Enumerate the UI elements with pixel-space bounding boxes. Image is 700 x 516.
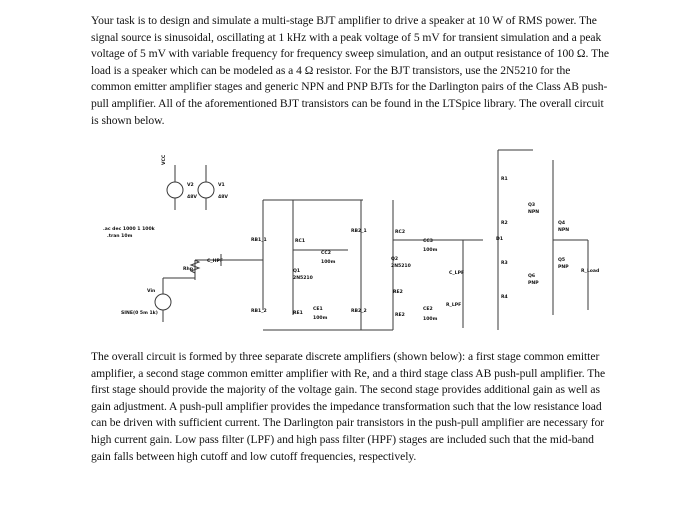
svg-text:100m: 100m	[321, 260, 336, 265]
svg-text:Q5: Q5	[558, 258, 566, 263]
circuit-schematic	[103, 140, 611, 340]
svg-text:100m: 100m	[423, 317, 438, 322]
svg-text:100m: 100m	[313, 316, 328, 321]
svg-text:R2: R2	[501, 221, 508, 226]
sim-directive-tran: .tran 10m	[107, 234, 133, 239]
svg-text:RB2_2: RB2_2	[351, 309, 367, 314]
svg-text:RB2_1: RB2_1	[351, 229, 367, 234]
svg-text:RE2: RE2	[393, 290, 403, 295]
svg-text:NPN: NPN	[528, 210, 540, 215]
stage1-common-emitter	[243, 200, 393, 330]
svg-text:R1: R1	[501, 177, 508, 182]
svg-text:Rhp: Rhp	[183, 267, 194, 272]
svg-text:RE1: RE1	[293, 311, 303, 316]
svg-text:PNP: PNP	[528, 281, 539, 286]
supply-v2	[161, 154, 197, 210]
svg-text:CC3: CC3	[423, 239, 433, 244]
svg-text:Q2: Q2	[391, 257, 399, 262]
svg-text:48V: 48V	[218, 195, 228, 200]
svg-text:RE2: RE2	[395, 313, 405, 318]
svg-text:R_LPF: R_LPF	[446, 303, 462, 308]
svg-text:VCC: VCC	[162, 154, 167, 165]
svg-text:CE1: CE1	[313, 307, 323, 312]
svg-text:D1: D1	[496, 237, 504, 242]
svg-text:Q1: Q1	[293, 269, 301, 274]
svg-text:Q3: Q3	[528, 203, 536, 208]
svg-text:RB1_1: RB1_1	[251, 238, 267, 243]
body-paragraph: The overall circuit is formed by three separate discrete amplifiers (shown below): a first stage common emitter amplifier, a second stage common emitter amplifier with Re, and a third stage class AB push-pull amplifier. The first stage should provide the majority of the voltage gain. The second stage provides additional gain as well as gain adjustment. A push-pull amplifier provides the impedance transformation such that the low resistance load can be driven with sufficient current. The Darlington pair transistors in the push-pull amplifier are necessary for high current gain. Low pass filter (LPF) and high pass filter (HPF) stages are included such that the mid-band gain falls between high cutoff and low cutoff frequencies, respectively.	[91, 350, 606, 463]
svg-text:V2: V2	[187, 183, 194, 188]
svg-text:Q4: Q4	[558, 221, 566, 226]
svg-text:PNP: PNP	[558, 265, 569, 270]
coupling-cc3	[393, 238, 483, 253]
stage3-push-pull	[496, 150, 599, 330]
svg-text:V1: V1	[218, 183, 225, 188]
intro-paragraph: Your task is to design and simulate a multi-stage BJT amplifier to drive a speaker at 10 W of RMS power. The signal source is sinusoidal, oscillating at 1 kHz with a peak voltage of 5 mV for transient simulation and a peak voltage of 5 mV with variable frequency for frequency sweep simulation, and an output resistance of 100 Ω. The load is a speaker which can be modeled as a 4 Ω resistor. For the BJT transistors, use the 2N5210 for the common emitter amplifier stages and generic NPN and PNP BJTs for the Darlington pairs of the Class AB push-pull amplifier. All of the aforementioned BJT transistors can be found in the LTSpice library. The overall circuit is shown below.	[91, 14, 610, 127]
svg-text:RB1_2: RB1_2	[251, 309, 267, 314]
svg-text:CE2: CE2	[423, 307, 433, 312]
svg-text:RC1: RC1	[295, 239, 306, 244]
supply-v1	[198, 165, 228, 210]
svg-text:Vin: Vin	[147, 289, 156, 294]
svg-text:2N5210: 2N5210	[391, 264, 411, 269]
svg-text:NPN: NPN	[558, 228, 570, 233]
hpf-stage	[183, 254, 243, 280]
svg-text:48V: 48V	[187, 195, 197, 200]
svg-text:CC2: CC2	[321, 251, 331, 256]
svg-text:R3: R3	[501, 261, 508, 266]
svg-text:RC2: RC2	[395, 230, 406, 235]
stage2-common-emitter	[351, 200, 438, 330]
svg-text:Q6: Q6	[528, 274, 536, 279]
coupling-cc2	[293, 250, 348, 265]
svg-text:R4: R4	[501, 295, 508, 300]
svg-text:2N5210: 2N5210	[293, 276, 313, 281]
svg-text:R_Load: R_Load	[581, 269, 600, 274]
sim-directive-ac: .ac dec 1000 1 100k	[103, 227, 155, 232]
svg-text:C_LPF: C_LPF	[449, 271, 465, 276]
svg-text:SINE(0 5m 1k): SINE(0 5m 1k)	[121, 311, 158, 316]
svg-text:100m: 100m	[423, 248, 438, 253]
source-vin	[121, 278, 195, 322]
lpf-stage	[446, 240, 464, 328]
svg-text:C_HPF: C_HPF	[207, 259, 224, 264]
